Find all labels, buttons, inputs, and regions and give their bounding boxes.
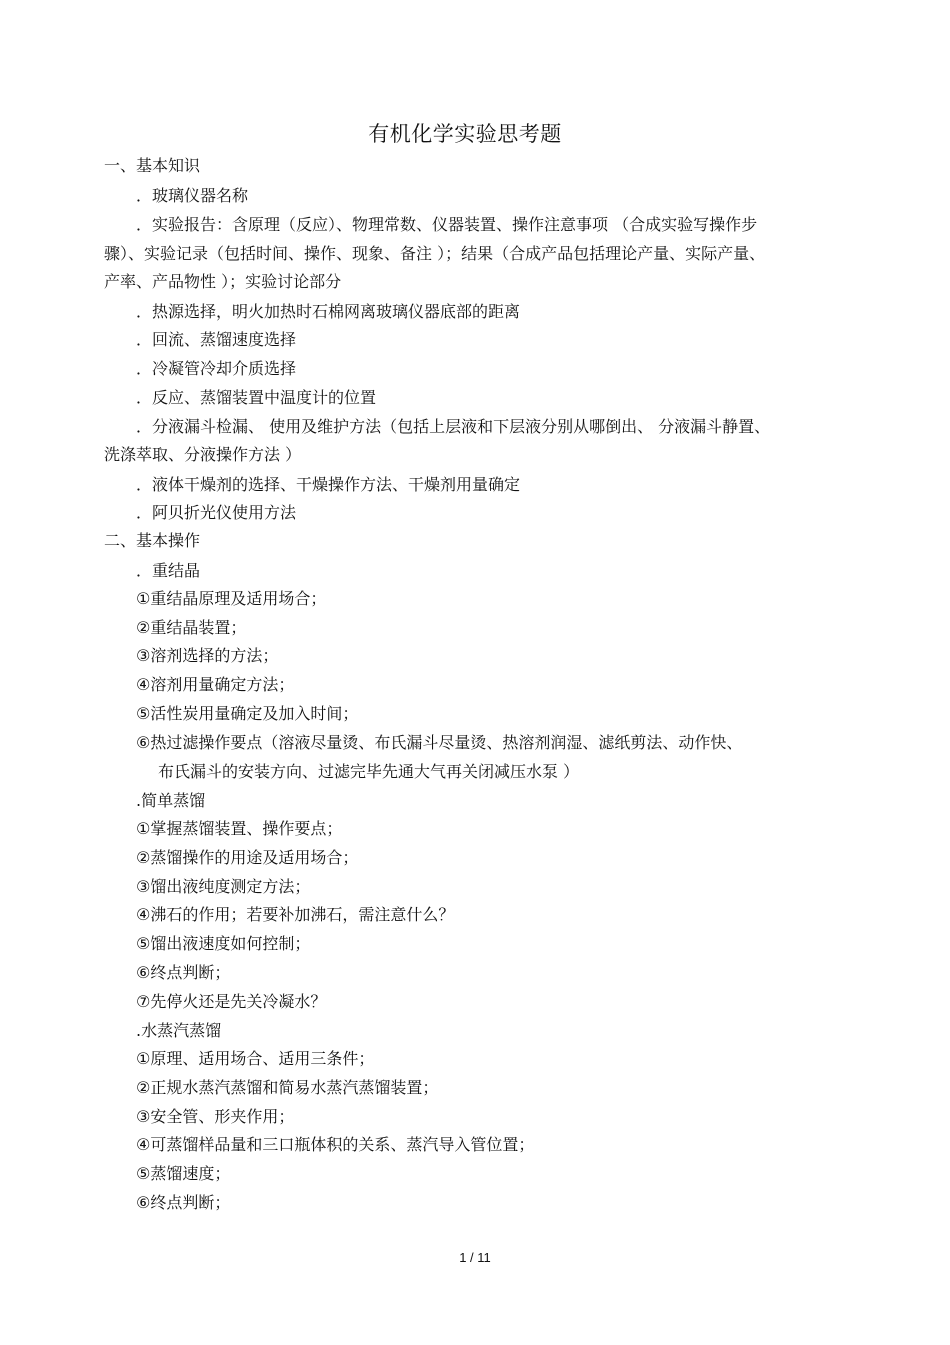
document-title: 有机化学实验思考题: [368, 122, 562, 146]
list-item: ①重结晶原理及适用场合；: [136, 589, 327, 608]
section-heading-basic-knowledge: 一、基本知识: [104, 156, 201, 175]
list-item: ．冷凝管冷却介质选择: [136, 359, 297, 378]
list-item: ．玻璃仪器名称: [136, 186, 249, 205]
subsection-title-steam-distillation: .水蒸汽蒸馏: [136, 1021, 222, 1040]
list-item: ．回流、蒸馏速度选择: [136, 330, 297, 349]
list-item: ①原理、适用场合、适用三条件；: [136, 1049, 375, 1068]
section-heading-basic-operations: 二、基本操作: [104, 531, 201, 550]
list-item-continuation: 产率、产品物性 ）；实验讨论部分: [104, 272, 342, 291]
list-item: ③馏出液纯度测定方法；: [136, 877, 311, 896]
list-item: ．热源选择，明火加热时石棉网离玻璃仪器底部的距离: [136, 302, 521, 321]
list-item: ．液体干燥剂的选择、干燥操作方法、干燥剂用量确定: [136, 475, 521, 494]
list-item-continuation: 洗涤萃取、分液操作方法 ）: [104, 445, 302, 464]
list-item: ②正规水蒸汽蒸馏和简易水蒸汽蒸馏装置；: [136, 1078, 439, 1097]
subsection-title-recrystallization: ．重结晶: [136, 561, 201, 580]
list-item: ．分液漏斗检漏、 使用及维护方法（包括上层液和下层液分别从哪倒出、 分液漏斗静置、: [136, 417, 771, 436]
list-item: ⑤蒸馏速度；: [136, 1164, 231, 1183]
list-item: ③溶剂选择的方法；: [136, 646, 279, 665]
list-item: ④沸石的作用；若要补加沸石，需注意什么？: [136, 905, 455, 924]
page-number: 1 / 11: [459, 1250, 491, 1265]
list-item: ③安全管、形夹作用；: [136, 1107, 295, 1126]
subsection-title-simple-distillation: .简单蒸馏: [136, 791, 206, 810]
list-item: ⑥终点判断；: [136, 1193, 231, 1212]
list-item: ①掌握蒸馏装置、操作要点；: [136, 819, 343, 838]
list-item: ⑤活性炭用量确定及加入时间；: [136, 704, 359, 723]
list-item: ．反应、蒸馏装置中温度计的位置: [136, 388, 377, 407]
list-item: ②蒸馏操作的用途及适用场合；: [136, 848, 359, 867]
list-item: ⑦先停火还是先关冷凝水？: [136, 992, 327, 1011]
list-item: ⑥终点判断；: [136, 963, 231, 982]
list-item: ．阿贝折光仪使用方法: [136, 503, 297, 522]
list-item: ⑤馏出液速度如何控制；: [136, 934, 311, 953]
list-item-continuation: 骤）、实验记录（包括时间、操作、现象、备注 ）；结果（合成产品包括理论产量、实际产量、: [104, 244, 766, 263]
list-item: ②重结晶装置；: [136, 618, 247, 637]
list-item: ⑥热过滤操作要点（溶液尽量烫、布氏漏斗尽量烫、热溶剂润湿、滤纸剪法、动作快、: [136, 733, 743, 752]
list-item: ④溶剂用量确定方法；: [136, 675, 295, 694]
list-item-continuation: 布氏漏斗的安装方向、过滤完毕先通大气再关闭减压水泵 ）: [158, 762, 580, 781]
list-item: ．实验报告：含原理（反应）、物理常数、仪器装置、操作注意事项 （合成实验写操作步: [136, 215, 758, 234]
list-item: ④可蒸馏样品量和三口瓶体积的关系、蒸汽导入管位置；: [136, 1135, 535, 1154]
